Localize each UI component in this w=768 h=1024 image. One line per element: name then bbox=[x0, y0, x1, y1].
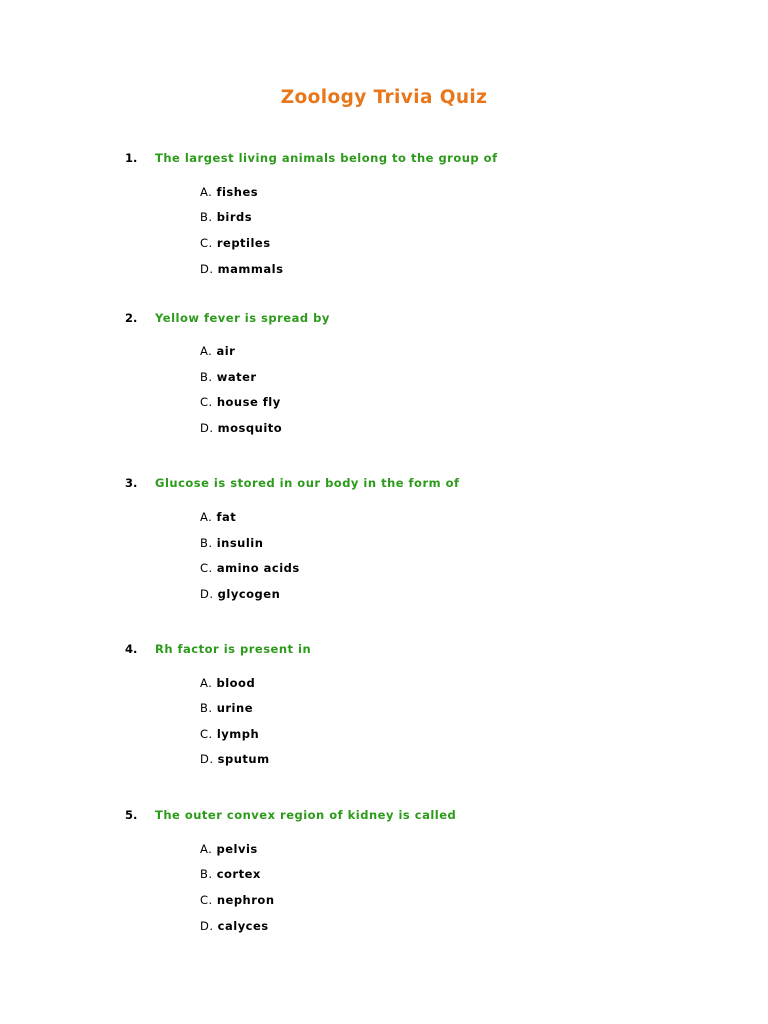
option-b bbox=[200, 701, 253, 715]
option-text: house fly bbox=[216, 395, 281, 409]
option-letter: A. bbox=[200, 842, 213, 856]
option-text: calyces bbox=[217, 919, 269, 933]
option-d bbox=[200, 919, 269, 933]
option-letter: B. bbox=[200, 210, 213, 224]
option-a bbox=[200, 185, 258, 199]
question-number: 2. bbox=[125, 311, 138, 325]
option-letter: C. bbox=[200, 561, 213, 575]
option-letter: B. bbox=[200, 536, 213, 550]
option-d bbox=[200, 421, 282, 435]
question-text: Yellow fever is spread by bbox=[155, 311, 330, 325]
question-text: Glucose is stored in our body in the form of bbox=[155, 476, 460, 490]
option-b bbox=[200, 210, 252, 224]
option-a bbox=[200, 676, 255, 690]
option-d bbox=[200, 262, 283, 276]
option-text: sputum bbox=[217, 752, 270, 766]
option-letter: C. bbox=[200, 893, 213, 907]
option-letter: B. bbox=[200, 701, 213, 715]
option-b bbox=[200, 867, 261, 881]
option-text: nephron bbox=[216, 893, 275, 907]
option-letter: C. bbox=[200, 236, 213, 250]
option-letter: D. bbox=[200, 421, 214, 435]
question-number: 4. bbox=[125, 642, 138, 656]
option-text: pelvis bbox=[216, 842, 258, 856]
option-letter: A. bbox=[200, 185, 213, 199]
option-a bbox=[200, 510, 236, 524]
page-title: Zoology Trivia Quiz bbox=[280, 87, 488, 108]
option-letter: A. bbox=[200, 676, 213, 690]
option-c bbox=[200, 561, 300, 575]
option-letter: D. bbox=[200, 752, 214, 766]
option-b bbox=[200, 370, 257, 384]
option-b bbox=[200, 536, 263, 550]
option-text: mammals bbox=[217, 262, 284, 276]
option-text: birds bbox=[216, 210, 253, 224]
option-text: mosquito bbox=[217, 421, 283, 435]
option-letter: A. bbox=[200, 344, 213, 358]
option-letter: D. bbox=[200, 262, 214, 276]
option-letter: D. bbox=[200, 587, 214, 601]
question-number: 5. bbox=[125, 808, 138, 822]
option-letter: C. bbox=[200, 727, 213, 741]
question-number: 1. bbox=[125, 151, 138, 165]
option-text: blood bbox=[216, 676, 256, 690]
option-a bbox=[200, 344, 235, 358]
option-text: urine bbox=[216, 701, 253, 715]
option-text: fishes bbox=[216, 185, 259, 199]
option-text: glycogen bbox=[217, 587, 281, 601]
question-number: 3. bbox=[125, 476, 138, 490]
option-c bbox=[200, 395, 281, 409]
question-text: The largest living animals belong to the group of bbox=[155, 151, 498, 165]
option-letter: B. bbox=[200, 370, 213, 384]
option-letter: D. bbox=[200, 919, 214, 933]
option-text: amino acids bbox=[216, 561, 300, 575]
option-text: water bbox=[216, 370, 257, 384]
option-text: cortex bbox=[216, 867, 261, 881]
option-a bbox=[200, 842, 258, 856]
question-text: Rh factor is present in bbox=[155, 642, 312, 656]
option-d bbox=[200, 587, 280, 601]
option-text: fat bbox=[216, 510, 237, 524]
option-letter: A. bbox=[200, 510, 213, 524]
question-text: The outer convex region of kidney is called bbox=[155, 808, 457, 822]
option-text: air bbox=[216, 344, 236, 358]
option-letter: B. bbox=[200, 867, 213, 881]
option-c bbox=[200, 893, 275, 907]
option-text: lymph bbox=[216, 727, 260, 741]
option-text: reptiles bbox=[216, 236, 271, 250]
option-d bbox=[200, 752, 270, 766]
option-letter: C. bbox=[200, 395, 213, 409]
option-text: insulin bbox=[216, 536, 264, 550]
option-c bbox=[200, 727, 259, 741]
option-c bbox=[200, 236, 271, 250]
